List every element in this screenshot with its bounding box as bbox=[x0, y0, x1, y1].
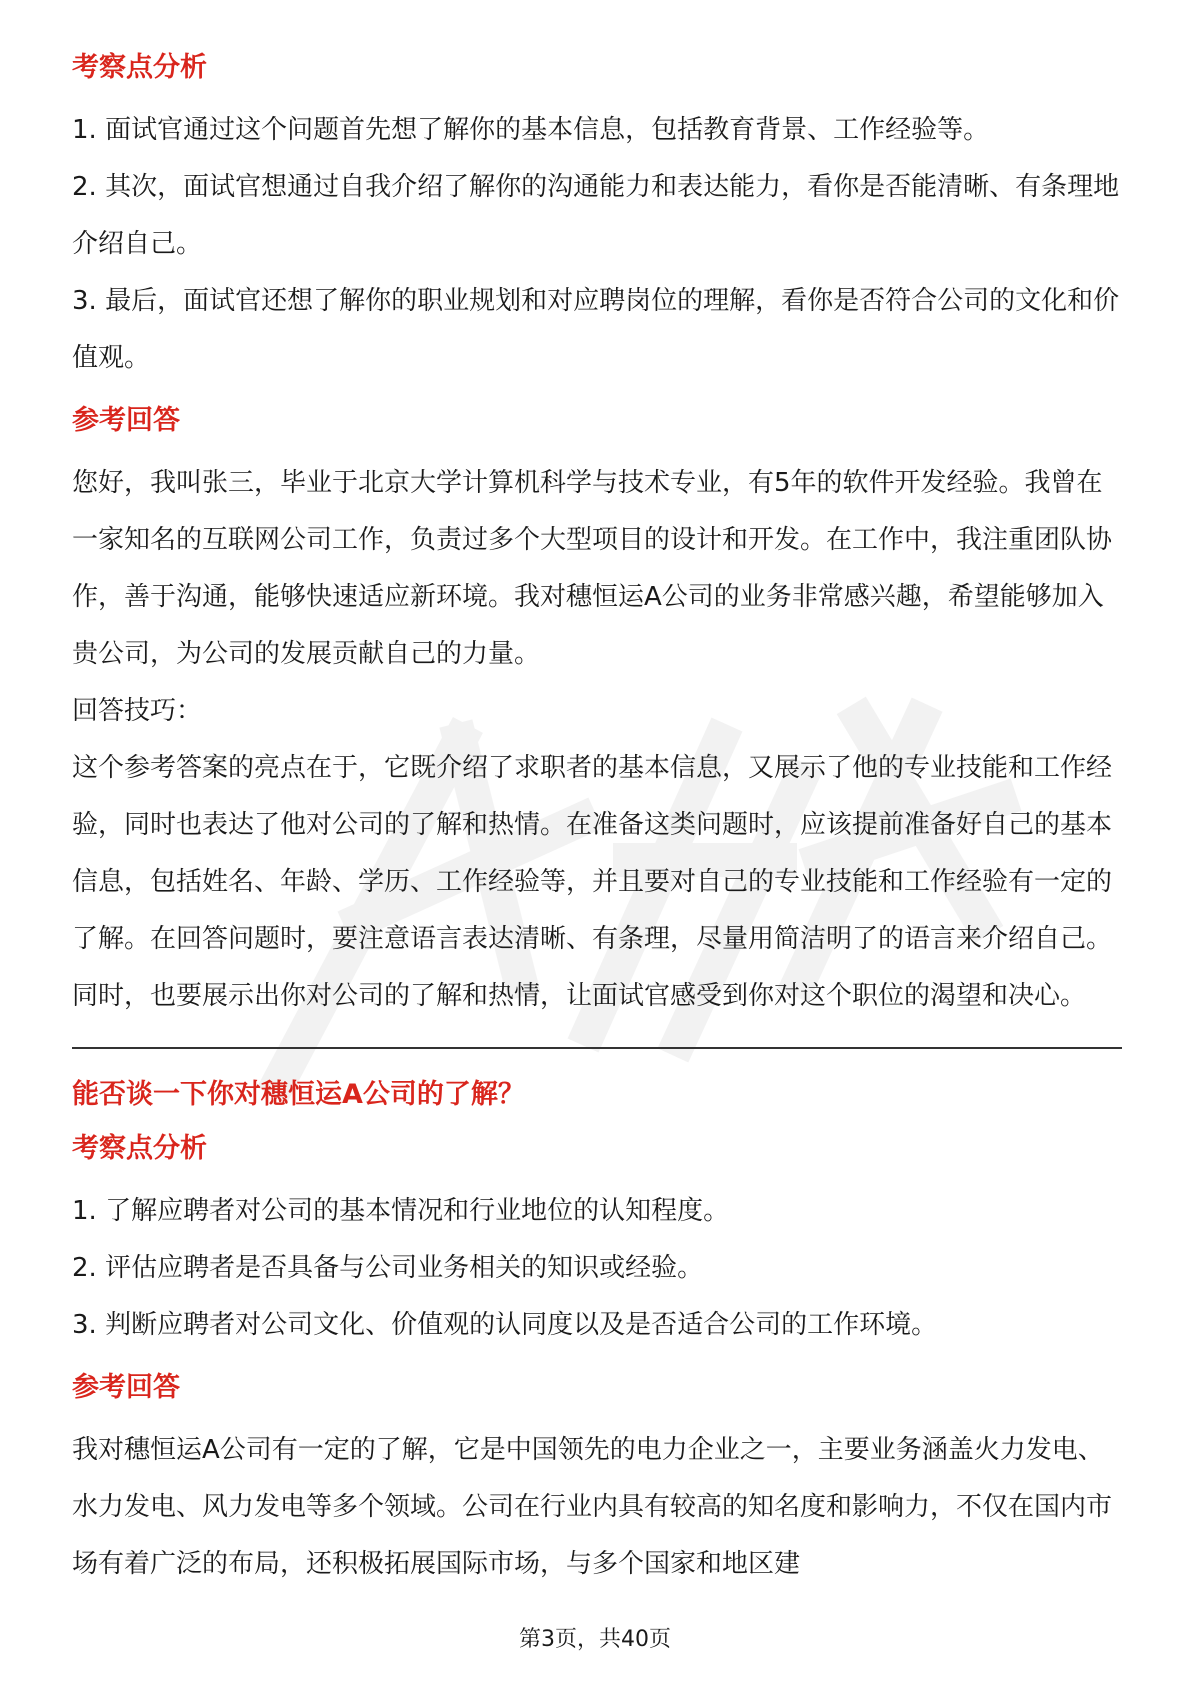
analysis-item: 3. 判断应聘者对公司文化、价值观的认同度以及是否适合公司的工作环境。 bbox=[72, 1310, 938, 1340]
reference-answer-heading: 参考回答 bbox=[72, 405, 180, 436]
reference-answer-text: 您好，我叫张三，毕业于北京大学计算机科学与技术专业，有5年的软件开发经验。我曾在一家知名的互联网公司工作，负责过多个大型项目的设计和开发。在工作中，我注重团队协作，善于沟通，能够快速适应新环境。我对穗恒运A公司的业务非常感兴趣，希望能够加入贵公司，为公司的发展贡献自己的力量。 bbox=[72, 468, 1113, 669]
question-title: 能否谈一下你对穗恒运A公司的了解？ bbox=[72, 1079, 525, 1110]
analysis-heading: 考察点分析 bbox=[72, 52, 207, 83]
analysis-item: 2. 评估应聘者是否具备与公司业务相关的知识或经验。 bbox=[72, 1253, 704, 1283]
analysis-item: 1. 面试官通过这个问题首先想了解你的基本信息，包括教育背景、工作经验等。 bbox=[72, 115, 990, 145]
analysis-item: 1. 了解应聘者对公司的基本情况和行业地位的认知程度。 bbox=[72, 1196, 730, 1226]
page-number: 第3页，共40页 bbox=[519, 1627, 671, 1652]
analysis-item: 2. 其次，面试官想通过自我介绍了解你的沟通能力和表达能力，看你是否能清晰、有条理地介绍自己。 bbox=[72, 172, 1120, 259]
reference-answer-heading: 参考回答 bbox=[72, 1372, 180, 1403]
answer-tips-label: 回答技巧： bbox=[72, 696, 203, 726]
analysis-heading: 考察点分析 bbox=[72, 1133, 207, 1164]
reference-answer-text: 我对穗恒运A公司有一定的了解，它是中国领先的电力企业之一，主要业务涵盖火力发电、水力发电、风力发电等多个领域。公司在行业内具有较高的知名度和影响力，不仅在国内市场有着广泛的布局，还积极拓展国际市场，与多个国家和地区建 bbox=[72, 1435, 1113, 1579]
answer-tips-text: 这个参考答案的亮点在于，它既介绍了求职者的基本信息，又展示了他的专业技能和工作经验，同时也表达了他对公司的了解和热情。在准备这类问题时，应该提前准备好自己的基本信息，包括姓名、年龄、学历、工作经验等，并且要对自己的专业技能和工作经验有一定的了解。在回答问题时，要注意语言表达清晰、有条理，尽量用简洁明了的语言来介绍自己。同时，也要展示出你对公司的了解和热情，让面试官感受到你对这个职位的渴望和决心。 bbox=[72, 753, 1113, 1011]
section-divider bbox=[72, 1047, 1122, 1049]
analysis-item: 3. 最后，面试官还想了解你的职业规划和对应聘岗位的理解，看你是否符合公司的文化和价值观。 bbox=[72, 286, 1120, 373]
main-content bbox=[72, 48, 1122, 1593]
